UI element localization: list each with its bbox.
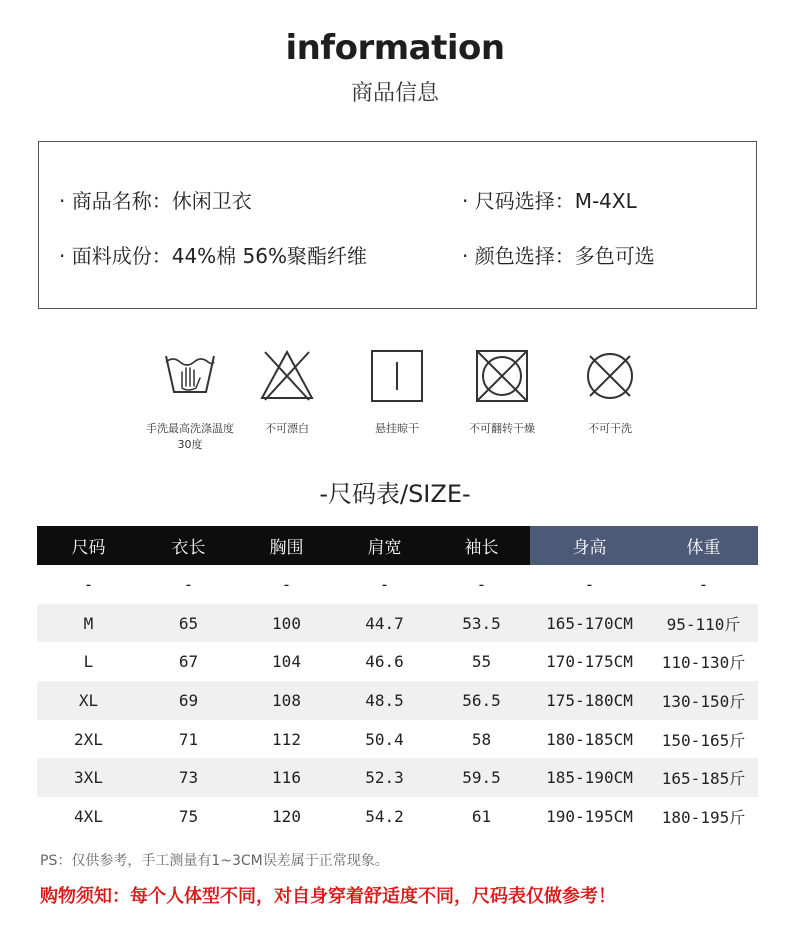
table-cell: 48.5 xyxy=(336,681,433,720)
no-dry-clean-icon xyxy=(582,348,638,404)
table-cell: 53.5 xyxy=(433,604,530,643)
header-length: 衣长 xyxy=(140,526,237,565)
table-row xyxy=(37,758,758,797)
table-cell: 58 xyxy=(433,720,530,759)
info-color: · 颜色选择：多色可选 xyxy=(462,244,655,268)
table-cell: 190-195CM xyxy=(530,797,649,836)
table-cell: 46.6 xyxy=(336,642,433,681)
measurement-note: PS：仅供参考，手工测量有1~3CM误差属于正常现象。 xyxy=(40,853,389,869)
table-cell: - xyxy=(649,565,758,604)
table-cell: 175-180CM xyxy=(530,681,649,720)
table-cell: 110-130斤 xyxy=(649,642,758,681)
table-cell: 165-170CM xyxy=(530,604,649,643)
table-cell: 67 xyxy=(140,642,237,681)
care-label-no-tumble-dry: 不可翻转干燥 xyxy=(469,422,535,435)
table-cell: 2XL xyxy=(37,720,140,759)
table-cell: 112 xyxy=(237,720,336,759)
product-info-box xyxy=(38,141,757,309)
size-table-header-row xyxy=(37,526,758,565)
table-cell: M xyxy=(37,604,140,643)
table-cell: 44.7 xyxy=(336,604,433,643)
table-cell: XL xyxy=(37,681,140,720)
table-cell: 130-150斤 xyxy=(649,681,758,720)
table-cell: 108 xyxy=(237,681,336,720)
header-chest: 胸围 xyxy=(237,526,336,565)
table-cell: 4XL xyxy=(37,797,140,836)
table-cell: 73 xyxy=(140,758,237,797)
header-height: 身高 xyxy=(530,526,649,565)
table-cell: 116 xyxy=(237,758,336,797)
table-cell: 170-175CM xyxy=(530,642,649,681)
size-table xyxy=(37,526,758,836)
page-title-cn: 商品信息 xyxy=(350,81,439,106)
table-cell: 120 xyxy=(237,797,336,836)
table-cell: 150-165斤 xyxy=(649,720,758,759)
shopping-warning: 购物须知：每个人体型不同，对自身穿着舒适度不同，尺码表仅做参考！ xyxy=(40,886,616,907)
care-label-hand-wash: 手洗最高洗涤温度30度 xyxy=(146,422,234,451)
table-cell: 180-195斤 xyxy=(649,797,758,836)
table-cell: 3XL xyxy=(37,758,140,797)
care-label-hang-dry: 悬挂晾干 xyxy=(375,422,419,435)
table-cell: 165-185斤 xyxy=(649,758,758,797)
table-cell: - xyxy=(37,565,140,604)
table-cell: 65 xyxy=(140,604,237,643)
table-row xyxy=(37,642,758,681)
table-cell: 95-110斤 xyxy=(649,604,758,643)
table-cell: 185-190CM xyxy=(530,758,649,797)
no-tumble-dry-icon xyxy=(474,348,530,404)
table-cell: L xyxy=(37,642,140,681)
table-cell: 56.5 xyxy=(433,681,530,720)
table-cell: - xyxy=(237,565,336,604)
care-label-no-bleach: 不可漂白 xyxy=(265,422,309,435)
table-cell: 59.5 xyxy=(433,758,530,797)
size-chart-title: -尺码表/SIZE- xyxy=(319,480,471,508)
page-title-en: information xyxy=(285,28,505,68)
table-cell: - xyxy=(140,565,237,604)
table-cell: 75 xyxy=(140,797,237,836)
table-cell: 50.4 xyxy=(336,720,433,759)
hang-dry-icon xyxy=(369,348,425,404)
table-cell: 54.2 xyxy=(336,797,433,836)
info-size-range: · 尺码选择：M-4XL xyxy=(462,189,637,213)
table-cell: 180-185CM xyxy=(530,720,649,759)
header-shoulder: 肩宽 xyxy=(336,526,433,565)
hand-wash-icon xyxy=(162,348,218,404)
info-material: · 面料成份：44%棉 56%聚酯纤维 xyxy=(59,244,367,268)
table-cell: 100 xyxy=(237,604,336,643)
table-cell: 71 xyxy=(140,720,237,759)
table-cell: - xyxy=(530,565,649,604)
table-cell: 61 xyxy=(433,797,530,836)
table-cell: 69 xyxy=(140,681,237,720)
header-sleeve: 袖长 xyxy=(433,526,530,565)
care-label-no-dry-clean: 不可干洗 xyxy=(588,422,632,435)
table-row xyxy=(37,681,758,720)
table-cell: 55 xyxy=(433,642,530,681)
table-row xyxy=(37,565,758,604)
table-cell: 104 xyxy=(237,642,336,681)
table-row xyxy=(37,720,758,759)
table-row xyxy=(37,604,758,643)
table-cell: 52.3 xyxy=(336,758,433,797)
header-size: 尺码 xyxy=(37,526,140,565)
header-weight: 体重 xyxy=(649,526,758,565)
no-bleach-icon xyxy=(259,348,315,404)
table-row xyxy=(37,797,758,836)
table-cell: - xyxy=(433,565,530,604)
table-cell: - xyxy=(336,565,433,604)
info-product-name: · 商品名称：休闲卫衣 xyxy=(59,189,252,213)
